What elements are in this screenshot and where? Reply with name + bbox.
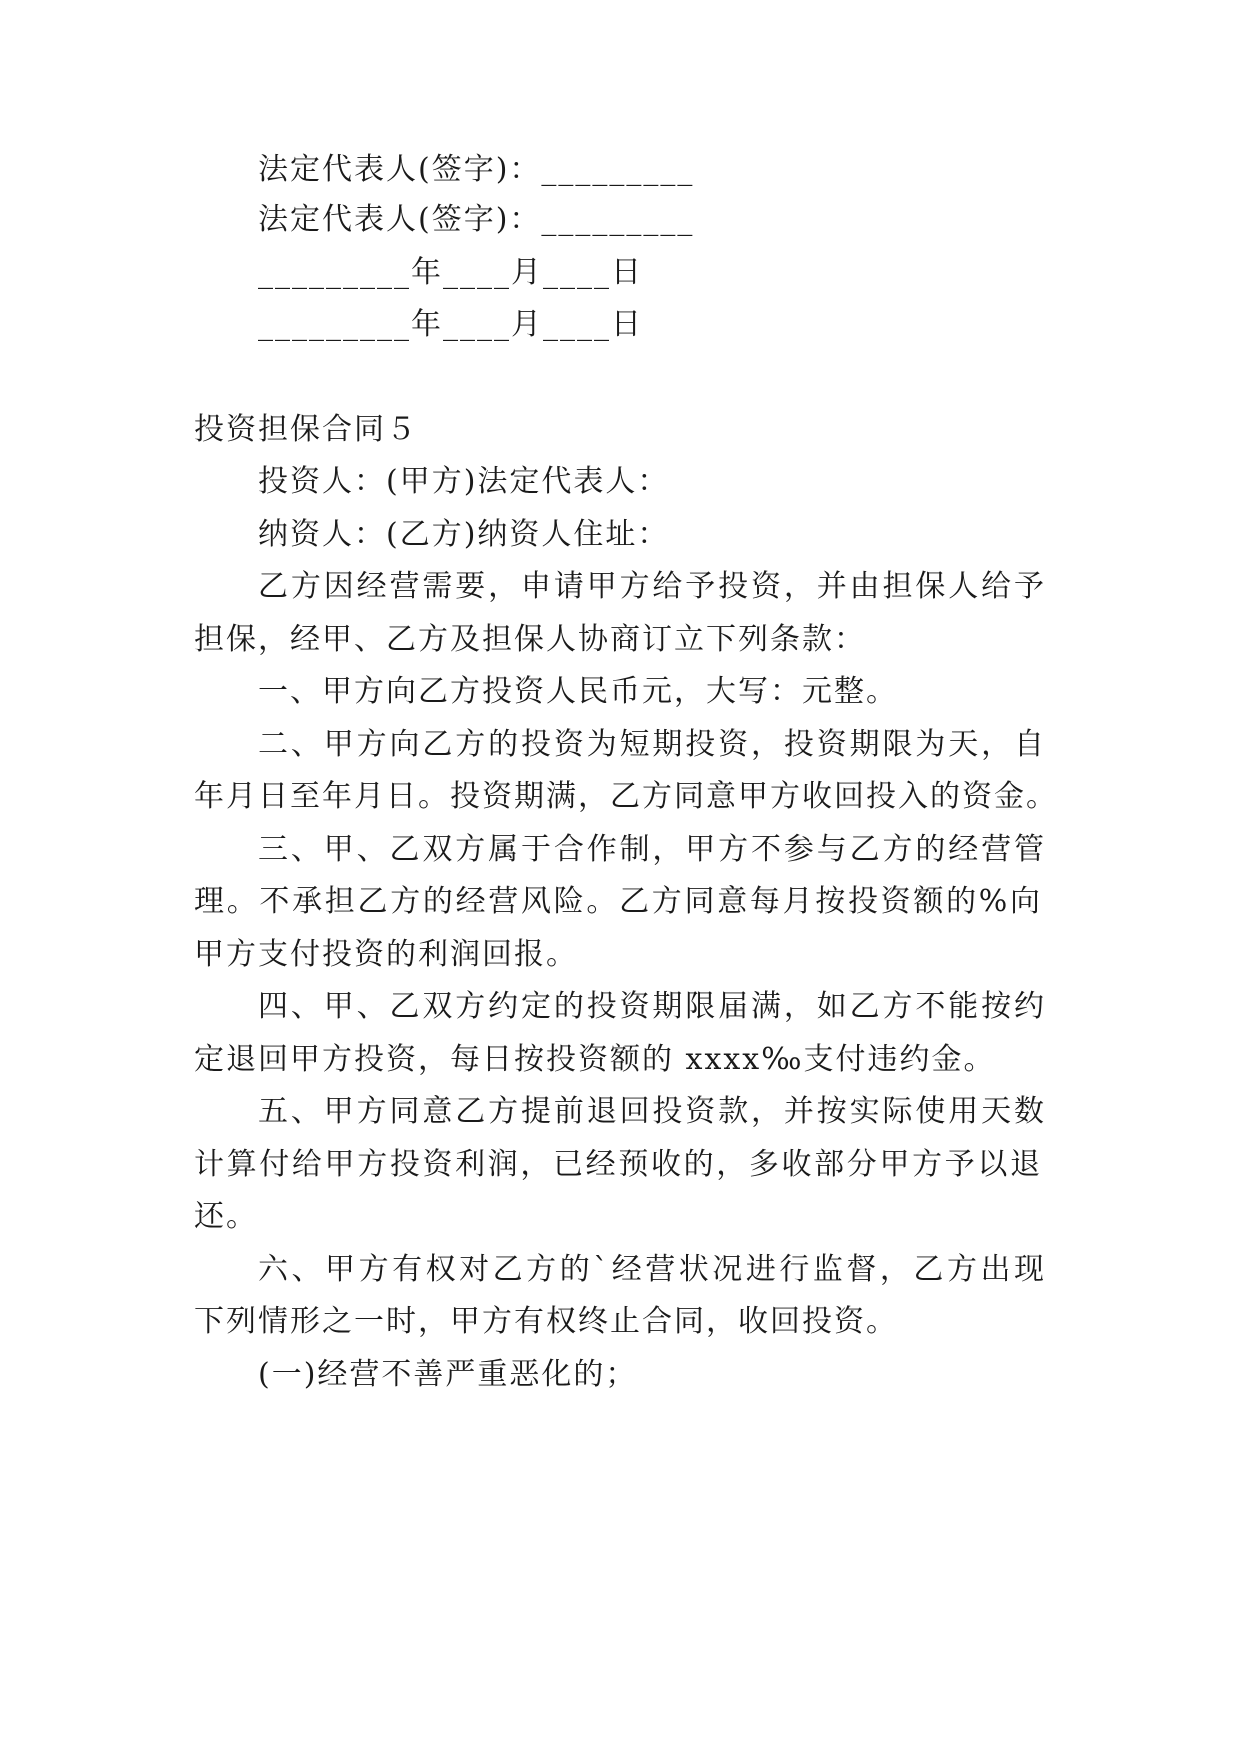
clause-1: 一、甲方向乙方投资人民币元，大写：元整。	[258, 674, 898, 709]
intro-paragraph-line-2: 担保，经甲、乙方及担保人协商订立下列条款：	[194, 622, 866, 657]
investee-line: 纳资人：(乙方)纳资人住址：	[258, 517, 670, 552]
clause-4-line-2: 定退回甲方投资，每日按投资额的 xxxx‰支付违约金。	[194, 1042, 996, 1077]
clause-3-line-3: 甲方支付投资的利润回报。	[194, 937, 578, 972]
clause-6-item-1: (一)经营不善严重恶化的；	[258, 1357, 638, 1392]
clause-6-line-1: 六、甲方有权对乙方的`经营状况进行监督，乙方出现	[258, 1252, 1046, 1287]
clause-5-line-1: 五、甲方同意乙方提前退回投资款，并按实际使用天数	[258, 1094, 1046, 1129]
clause-2-line-2: 年月日至年月日。投资期满，乙方同意甲方收回投入的资金。	[194, 779, 1058, 814]
date-line-2: _________年____月____日	[258, 307, 643, 342]
clause-5-line-2: 计算付给甲方投资利润，已经预收的，多收部分甲方予以退	[194, 1147, 1042, 1182]
date-line-1: _________年____月____日	[258, 255, 643, 290]
legal-rep-signature-line-2: 法定代表人(签字)：_________	[258, 202, 695, 237]
clause-2-line-1: 二、甲方向乙方的投资为短期投资，投资期限为天，自	[258, 727, 1046, 762]
clause-6-line-2: 下列情形之一时，甲方有权终止合同，收回投资。	[194, 1304, 898, 1339]
clause-5-line-3: 还。	[194, 1199, 258, 1234]
clause-3-line-2: 理。不承担乙方的经营风险。乙方同意每月按投资额的%向	[194, 884, 1042, 919]
legal-rep-signature-line-1: 法定代表人(签字)：_________	[258, 152, 695, 187]
intro-paragraph-line-1: 乙方因经营需要，申请甲方给予投资，并由担保人给予	[258, 569, 1046, 604]
investor-line: 投资人：(甲方)法定代表人：	[258, 464, 670, 499]
contract-title: 投资担保合同５	[194, 412, 418, 447]
clause-3-line-1: 三、甲、乙双方属于合作制，甲方不参与乙方的经营管	[258, 832, 1046, 867]
clause-4-line-1: 四、甲、乙双方约定的投资期限届满，如乙方不能按约	[258, 989, 1046, 1024]
